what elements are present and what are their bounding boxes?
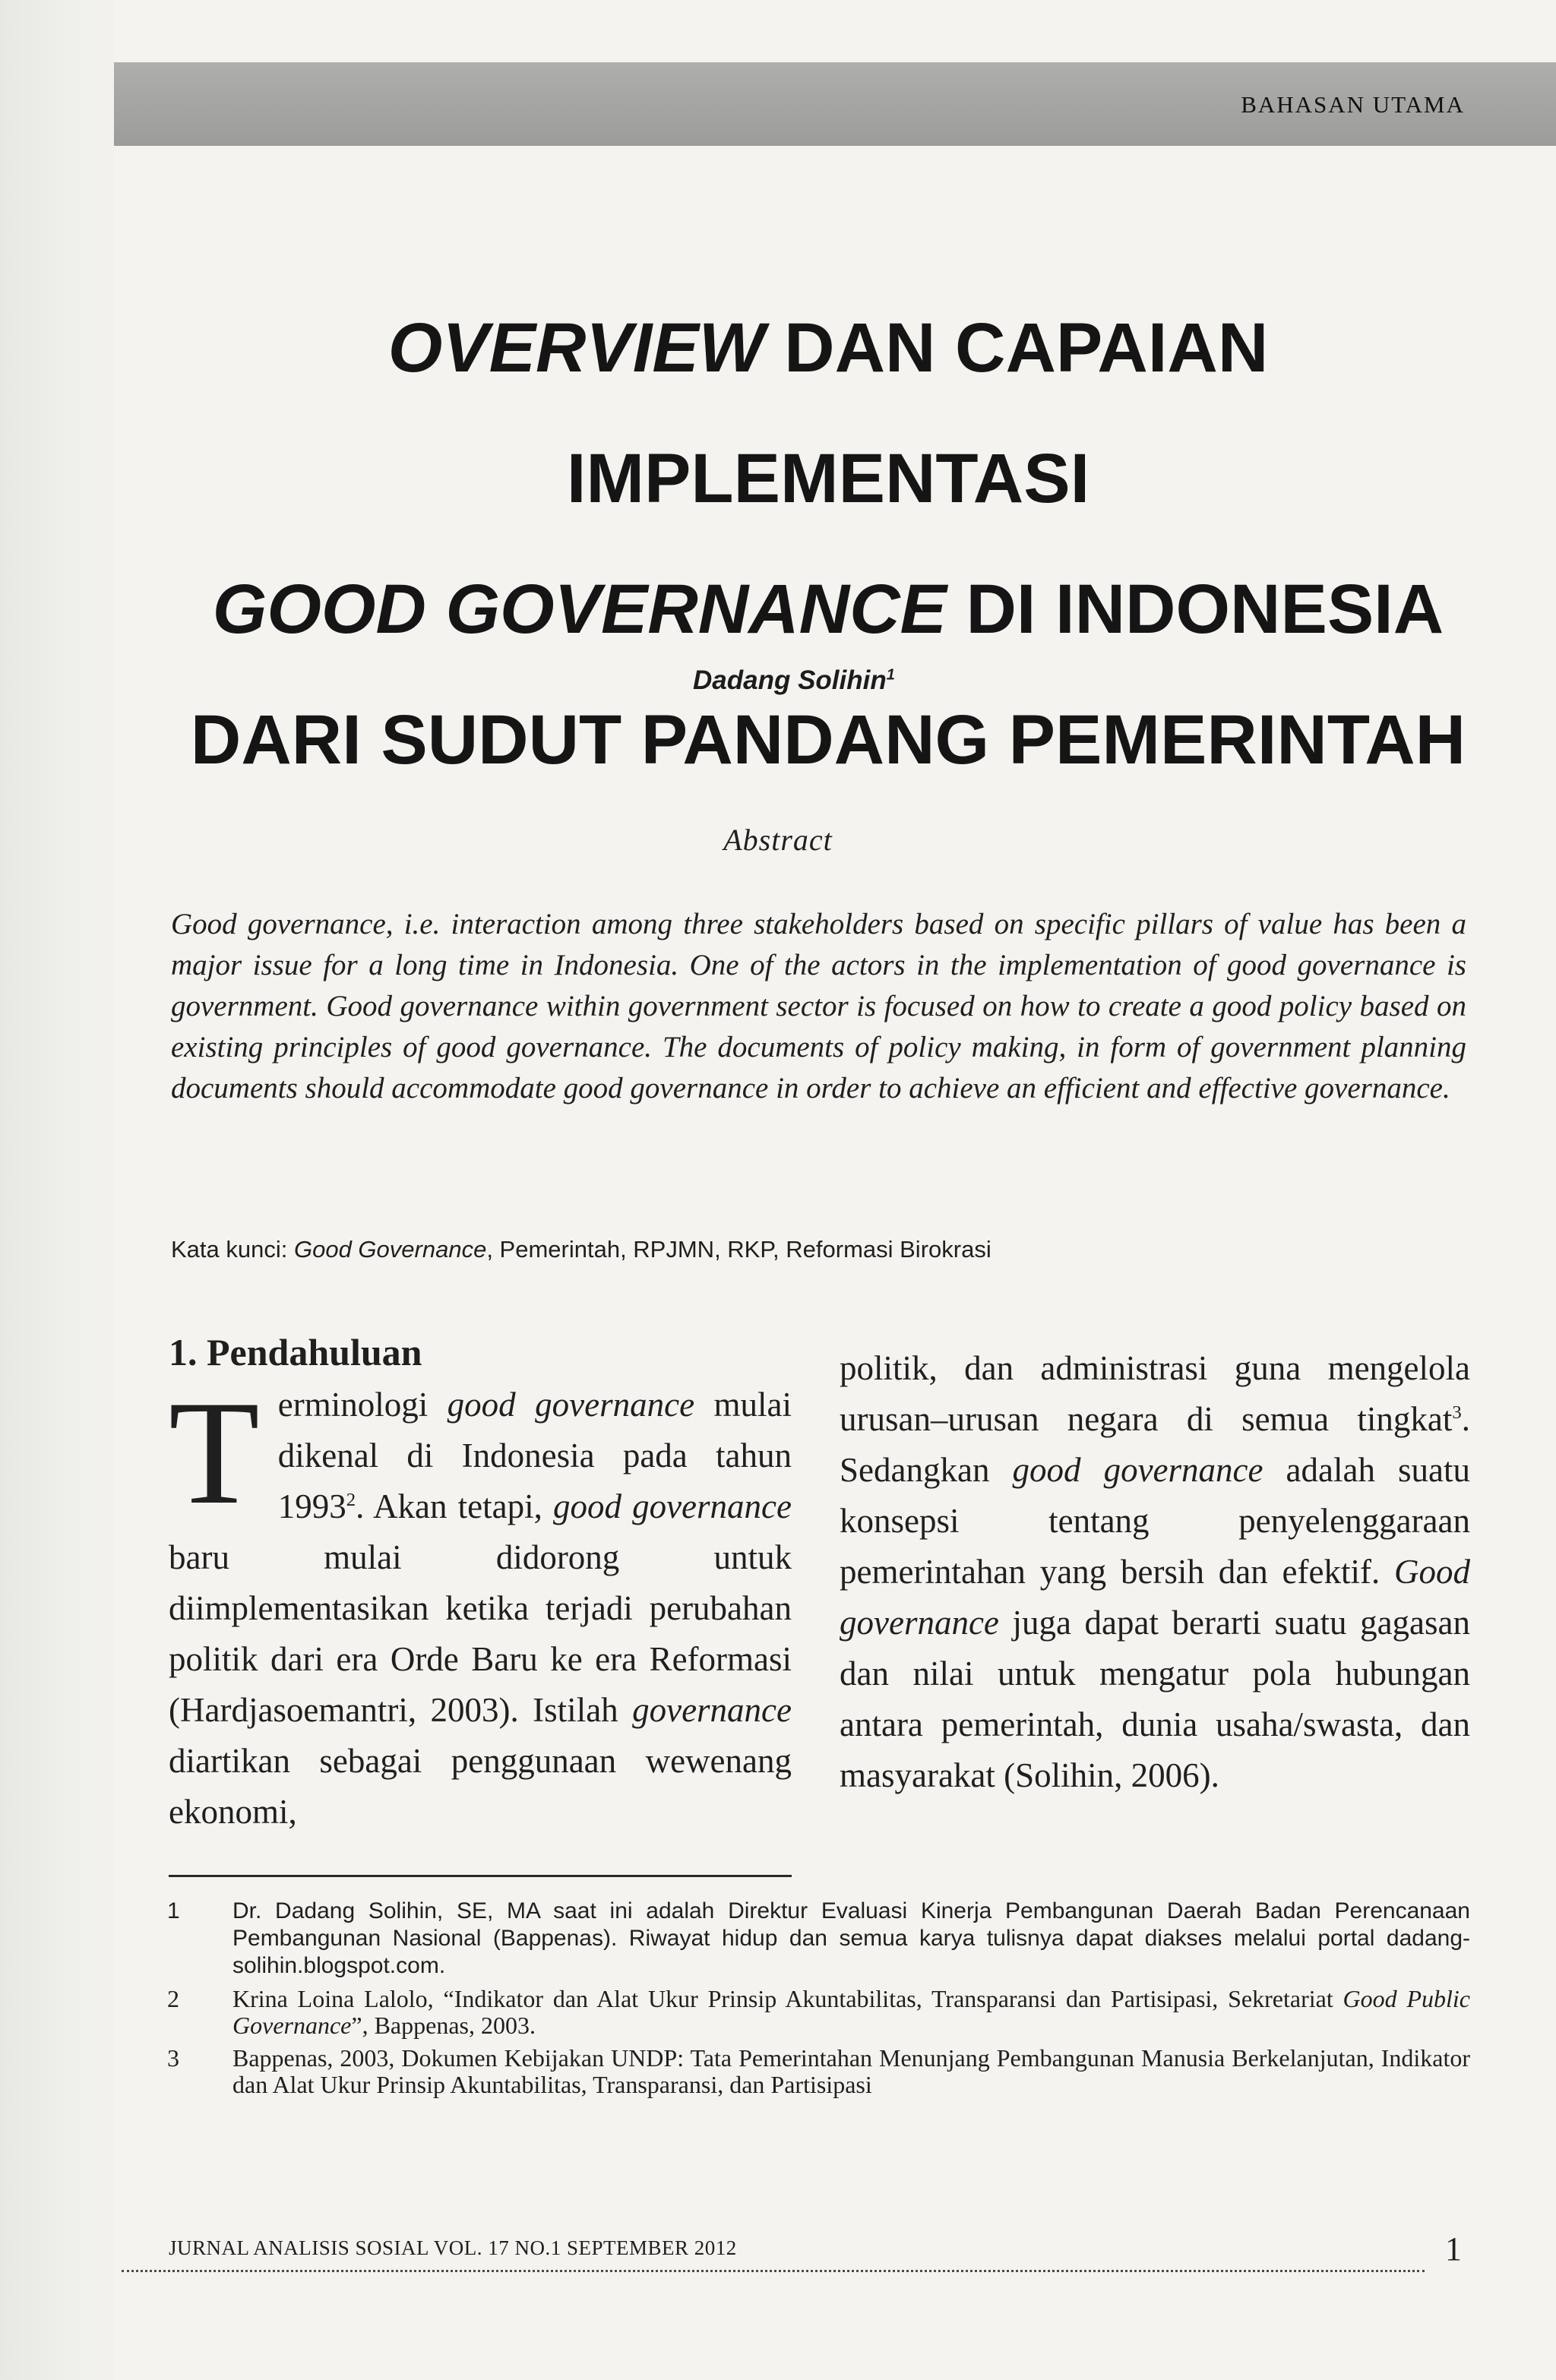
footnote-3: 3 Bappenas, 2003, Dokumen Kebijakan UNDP: Tata Pemerintahan Menunjang Pembangunan Manusia Berkelanjutan, Indikator dan Alat Ukur Prinsip Akuntabilitas, Transparansi, dan Partisipasi — [167, 2044, 1470, 2098]
body-column-left — [169, 1328, 792, 1838]
footnote-2: 2 Krina Loina Lalolo, “Indikator dan Alat Ukur Prinsip Akuntabilitas, Transparansi dan Partisipasi, Sekretariat Good Public Governance”, Bappenas, 2003. — [167, 1985, 1471, 2039]
page-number: 1 — [1445, 2230, 1462, 2268]
section-label: BAHASAN UTAMA — [1241, 91, 1465, 118]
author-name: Dadang Solihin$^1$ — [693, 665, 895, 695]
section-heading: 1. Pendahuluan — [169, 1331, 422, 1373]
footer-dotted-rule — [122, 2270, 1425, 2272]
title-line-1: OVERVIEW DAN CAPAIAN IMPLEMENTASI — [387, 309, 1269, 517]
author-footnote-mark: 1 — [886, 666, 895, 684]
drop-cap: T — [169, 1370, 260, 1535]
title-line-2: GOOD GOVERNANCE DI INDONESIA — [212, 571, 1444, 648]
page-spine — [0, 0, 114, 2380]
abstract-body: Good governance, i.e. interaction among three stakeholders based on specific pillars of value has been a major issue for a long time in Indonesia. One of the actors in the implementation of good governance is government. Good governance within government sector is focused on how to create a good policy based on existing principles of good governance. The documents of policy making, in form of government planning documents should accommodate good governance in order to achieve an efficient and effective governance. — [171, 908, 1466, 1105]
intro-paragraph-continued: politik, dan administrasi guna mengelola urusan–urusan negara di semua tingkat$^3$. Sedangkan good governance adalah suatu konsepsi tentang penyelenggaraan pemerintahan yang bersih dan efektif. Good governance juga dapat berarti suatu gagasan dan nilai untuk mengatur pola hubungan antara pemerintah, dunia usaha/swasta, dan masyarakat (Solihin, 2006). — [840, 1349, 1471, 1794]
title-line-3: DARI SUDUT PANDANG PEMERINTAH — [190, 701, 1466, 779]
intro-paragraph: Terminologi good governance mulai dikenal di Indonesia pada tahun 1993$^2$. Akan tetapi, good governance baru mulai didorong untuk diimplementasikan ketika terjadi perubahan politik dari era Orde Baru ke era Reformasi (Hardjasoemantri, 2003). Istilah governance diartikan sebagai penggunaan wewenang ekonomi, — [169, 1370, 792, 1831]
body-column-right — [840, 1343, 1470, 1801]
keywords: Kata kunci: Good Governance, Pemerintah, RPJMN, RKP, Reformasi Birokrasi — [171, 1236, 991, 1263]
footnote-1: 1 Dr. Dadang Solihin, SE, MA saat ini adalah Direktur Evaluasi Kinerja Pembangunan Daerah Badan Perencanaan Pembangunan Nasional (Bappenas). Riwayat hidup dan semua karya tulisnya dapat diakses melalui portal dadang-solihin.blogspot.com. — [167, 1898, 1470, 1978]
journal-footer: JURNAL ANALISIS SOSIAL VOL. 17 NO.1 SEPTEMBER 2012 — [169, 2236, 737, 2259]
abstract-heading: Abstract — [723, 823, 833, 857]
footnote-rule — [169, 1875, 792, 1877]
footnotes — [160, 1898, 1470, 2104]
article-title — [182, 283, 1474, 805]
